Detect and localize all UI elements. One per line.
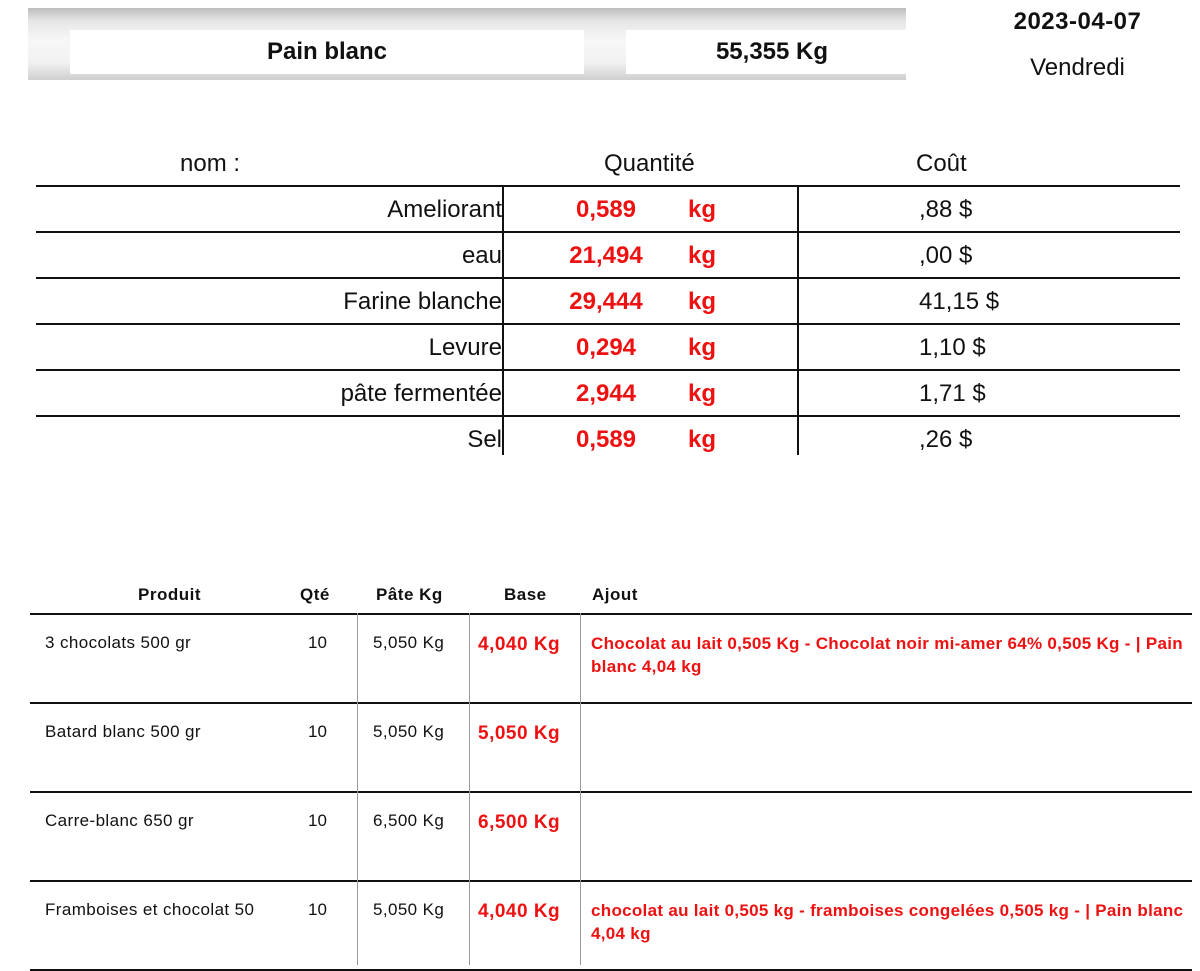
ingredient-cost: ,88 $ — [919, 196, 973, 223]
column-header-quantity: Quantité — [604, 150, 695, 177]
column-header-product: Produit — [138, 585, 201, 604]
product-row — [30, 791, 1192, 880]
total-weight: 55,355 Kg — [626, 30, 918, 74]
ingredient-quantity: 0,589 — [575, 196, 637, 223]
product-extra: chocolat au lait 0,505 kg - framboises congelées 0,505 kg - | Pain blanc 4,04 kg — [591, 901, 1184, 943]
ingredient-name: Levure — [428, 334, 502, 361]
ingredient-cost: ,26 $ — [919, 426, 973, 453]
product-name: Carre-blanc 650 gr — [45, 811, 194, 830]
ingredient-quantity: 0,589 — [575, 426, 637, 453]
product-qty: 10 — [308, 900, 327, 919]
product-dough: 5,050 Kg — [373, 633, 445, 652]
ingredient-quantity: 29,444 — [569, 288, 643, 315]
column-header-qty: Qté — [300, 585, 330, 604]
ingredient-name: eau — [461, 242, 502, 269]
ingredient-unit: kg — [688, 288, 717, 315]
ingredient-quantity: 2,944 — [575, 380, 637, 407]
ingredient-cost: ,00 $ — [919, 242, 973, 269]
column-header-cost: Coût — [916, 150, 967, 177]
products-table — [30, 613, 1192, 971]
product-extra: Chocolat au lait 0,505 Kg - Chocolat noir mi-amer 64% 0,505 Kg - | Pain blanc 4,04 kg — [591, 634, 1183, 676]
column-divider — [580, 613, 581, 965]
column-header-name: nom : — [180, 150, 241, 177]
product-row — [30, 702, 1192, 791]
ingredient-cost: 41,15 $ — [919, 288, 1000, 315]
recipe-title: Pain blanc — [70, 30, 584, 74]
column-header-extra: Ajout — [592, 585, 638, 604]
ingredient-unit: kg — [688, 334, 717, 361]
ingredient-name: Ameliorant — [387, 196, 502, 223]
product-qty: 10 — [308, 633, 327, 652]
ingredient-cost: 1,10 $ — [919, 334, 986, 361]
ingredient-row — [36, 185, 1180, 231]
column-divider — [357, 613, 358, 965]
column-divider — [469, 613, 470, 965]
product-row — [30, 880, 1192, 969]
ingredient-quantity: 0,294 — [575, 334, 637, 361]
ingredient-unit: kg — [688, 196, 717, 223]
product-dough: 5,050 Kg — [373, 900, 445, 919]
ingredient-row — [36, 323, 1180, 369]
ingredients-table — [36, 185, 1180, 461]
ingredient-unit: kg — [688, 426, 717, 453]
product-dough: 6,500 Kg — [373, 811, 445, 830]
product-qty: 10 — [308, 722, 327, 741]
ingredient-row — [36, 369, 1180, 415]
ingredient-row — [36, 231, 1180, 277]
product-name: 3 chocolats 500 gr — [45, 633, 192, 652]
ingredient-name: Farine blanche — [343, 288, 502, 315]
ingredient-row — [36, 277, 1180, 323]
product-base: 6,500 Kg — [478, 812, 561, 833]
ingredient-name: Sel — [467, 426, 502, 453]
product-base: 4,040 Kg — [478, 901, 561, 922]
ingredient-unit: kg — [688, 380, 717, 407]
column-header-dough: Pâte Kg — [376, 585, 443, 604]
ingredient-name: pâte fermentée — [340, 380, 502, 407]
ingredient-unit: kg — [688, 242, 717, 269]
product-base: 4,040 Kg — [478, 634, 561, 655]
product-dough: 5,050 Kg — [373, 722, 445, 741]
product-base: 5,050 Kg — [478, 723, 561, 744]
weekday-label: Vendredi — [1030, 54, 1125, 81]
header-banner — [28, 8, 906, 80]
column-divider — [797, 187, 799, 455]
ingredient-cost: 1,71 $ — [919, 380, 986, 407]
ingredient-row — [36, 415, 1180, 461]
ingredient-quantity: 21,494 — [569, 242, 643, 269]
column-divider — [502, 187, 504, 455]
product-name: Framboises et chocolat 50 — [45, 900, 255, 919]
product-name: Batard blanc 500 gr — [45, 722, 201, 741]
product-row — [30, 613, 1192, 702]
column-header-base: Base — [504, 585, 547, 604]
product-qty: 10 — [308, 811, 327, 830]
date-label: 2023-04-07 — [1013, 8, 1142, 35]
